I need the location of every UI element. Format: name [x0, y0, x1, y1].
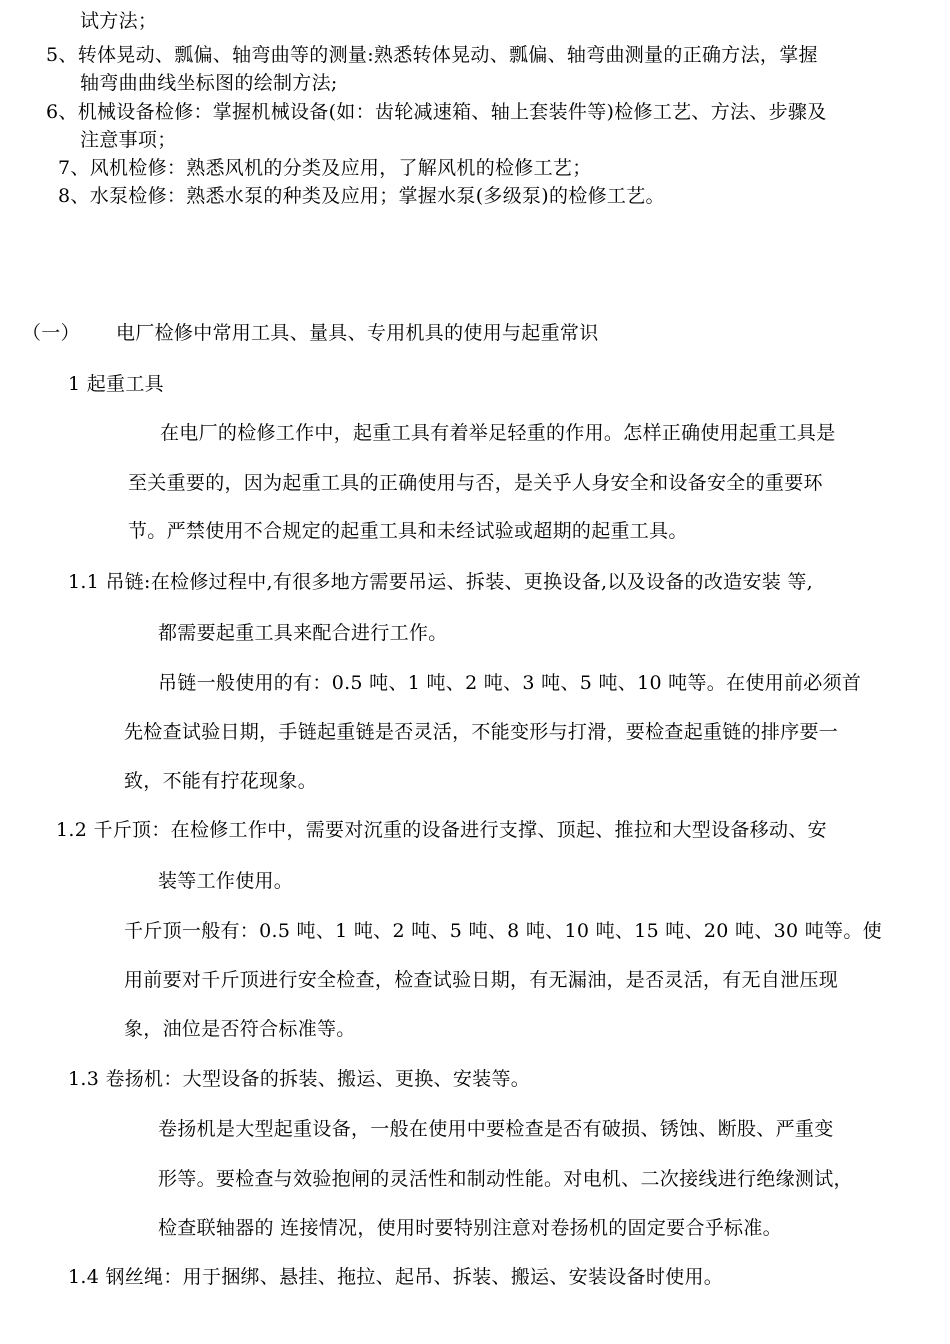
list-item-8: 8、水泵检修：熟悉水泵的种类及应用；掌握水泵(多级泵)的检修工艺。 — [58, 185, 665, 207]
s13-heading: 1.3 卷扬机：大型设备的拆装、搬运、更换、安装等。 — [68, 1068, 531, 1090]
section-number: （一） — [22, 322, 80, 344]
list-item-6-line-1: 6、机械设备检修：掌握机械设备(如：齿轮减速箱、轴上套装件等)检修工艺、方法、步骤及 — [46, 101, 827, 123]
sub1-heading: 1 起重工具 — [68, 373, 164, 395]
s13-paragraph-line-1: 卷扬机是大型起重设备，一般在使用中要检查是否有破损、锈蚀、断股、严重变 — [158, 1118, 834, 1140]
list-item-5-line-1: 5、转体晃动、瓢偏、轴弯曲等的测量:熟悉转体晃动、瓢偏、轴弯曲测量的正确方法，掌握 — [46, 44, 818, 66]
s12-paragraph-line-1: 千斤顶一般有：0.5 吨、1 吨、2 吨、5 吨、8 吨、10 吨、15 吨、20 吨、30 吨等。使 — [124, 920, 882, 942]
s12-paragraph-line-3: 象，油位是否符合标准等。 — [124, 1018, 356, 1040]
s12-heading-line-1: 1.2 千斤顶：在检修工作中，需要对沉重的设备进行支撑、顶起、推拉和大型设备移动、安 — [56, 819, 827, 841]
sub1-paragraph-line-3: 节。严禁使用不合规定的起重工具和未经试验或超期的起重工具。 — [128, 520, 688, 542]
s12-paragraph-line-2: 用前要对千斤顶进行安全检查，检查试验日期，有无漏油，是否灵活，有无自泄压现 — [124, 969, 839, 991]
sub1-paragraph-line-1: 在电厂的检修工作中，起重工具有着举足轻重的作用。怎样正确使用起重工具是 — [160, 422, 836, 444]
list-item-5-line-2: 轴弯曲曲线坐标图的绘制方法; — [80, 72, 338, 94]
sub1-paragraph-line-2: 至关重要的，因为起重工具的正确使用与否，是关乎人身安全和设备安全的重要环 — [128, 472, 823, 494]
s13-paragraph-line-3: 检查联轴器的 连接情况，使用时要特别注意对卷扬机的固定要合乎标准。 — [158, 1217, 782, 1239]
s12-heading-line-2: 装等工作使用。 — [158, 870, 294, 892]
s11-heading-line-2: 都需要起重工具来配合进行工作。 — [158, 622, 448, 644]
list-item-6-line-2: 注意事项； — [80, 129, 177, 151]
section-title: 电厂检修中常用工具、量具、专用机具的使用与起重常识 — [116, 322, 599, 344]
s14-heading: 1.4 钢丝绳：用于捆绑、悬挂、拖拉、起吊、拆装、搬运、安装设备时使用。 — [68, 1266, 724, 1288]
s11-paragraph-line-3: 致，不能有拧花现象。 — [124, 770, 318, 792]
intro-line-1: 试方法； — [80, 10, 158, 32]
s11-paragraph-line-2: 先检查试验日期，手链起重链是否灵活，不能变形与打滑，要检查起重链的排序要一 — [124, 721, 839, 743]
s11-paragraph-line-1: 吊链一般使用的有：0.5 吨、1 吨、2 吨、3 吨、5 吨、10 吨等。在使用前必须首 — [158, 672, 862, 694]
s11-heading-line-1: 1.1 吊链:在检修过程中,有很多地方需要吊运、拆装、更换设备,以及设备的改造安装 等, — [68, 571, 814, 593]
s13-paragraph-line-2: 形等。要检查与效验抱闸的灵活性和制动性能。对电机、二次接线进行绝缘测试， — [158, 1168, 853, 1190]
list-item-7: 7、风机检修：熟悉风机的分类及应用，了解风机的检修工艺； — [58, 157, 592, 179]
